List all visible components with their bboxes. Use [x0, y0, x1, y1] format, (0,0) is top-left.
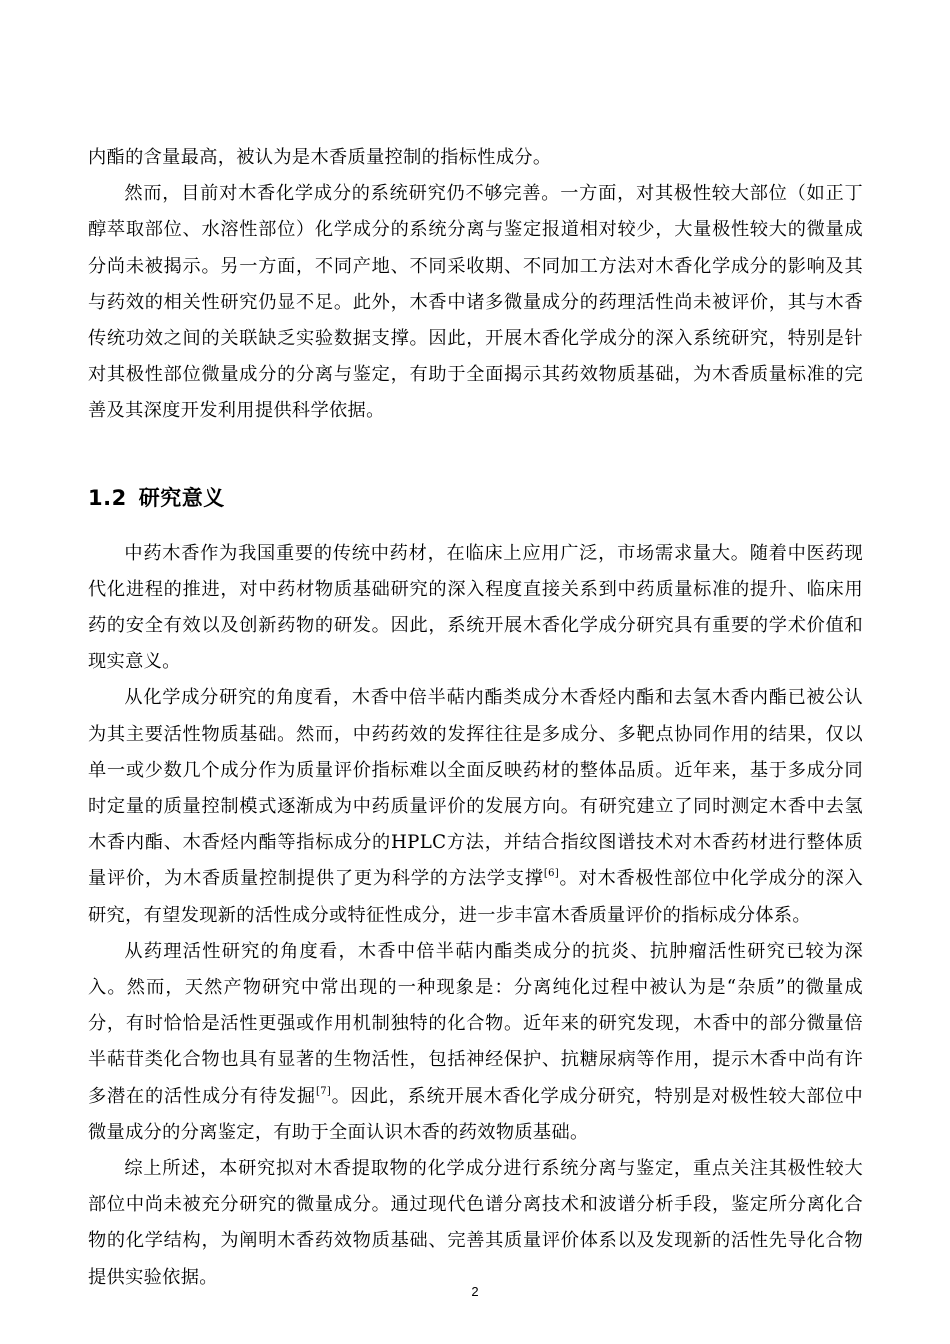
paragraph-text: 。对木香极性部位中化学成分的深入研究，有望发现新的活性成分或特征性成分，进一步丰富木香质量评价的指标成分体系。: [88, 868, 864, 926]
paragraph-text: 从化学成分研究的角度看，木香中倍半萜内酯类成分木香烃内酯和去氢木香内酯已被公认为其主要活性物质基础。然而，中药药效的发挥往往是多成分、多靶点协同作用的结果，仅以单一或少数几个成分作为质量评价指标难以全面反映药材的整体品质。近年来，基于多成分同时定量的质量控制模式逐渐成为中药质量评价的发展方向。有研究建立了同时测定木香中去氢木香内酯、木香烃内酯等指标成分的HPLC方法，并结合指纹图谱技术对木香药材进行整体质量评价，为木香质量控制提供了更为科学的方法学支撑: [88, 687, 863, 890]
section-title: 研究意义: [138, 485, 225, 510]
citation-reference: [6]: [543, 868, 560, 880]
paragraph-significance-intro: 中药木香作为我国重要的传统中药材，在临床上应用广泛，市场需求量大。随着中医药现代化进程的推进，对中药材物质基础研究的深入程度直接关系到中药质量标准的提升、临床用药的安全有效以及创新药物的研发。因此，系统开展木香化学成分研究具有重要的学术价值和现实意义。: [88, 542, 863, 673]
paragraph-research-gap: 然而，目前对木香化学成分的系统研究仍不够完善。一方面，对其极性较大部位（如正丁醇萃取部位、水溶性部位）化学成分的系统分离与鉴定报道相对较少，大量极性较大的微量成分尚未被揭示。另一方面，不同产地、不同采收期、不同加工方法对木香化学成分的影响及其与药效的相关性研究仍显不足。此外，木香中诸多微量成分的药理活性尚未被评价，其与木香传统功效之间的关联缺乏实验数据支撑。因此，开展木香化学成分的深入系统研究，特别是针对其极性部位微量成分的分离与鉴定，有助于全面揭示其药效物质基础，为木香质量标准的完善及其深度开发利用提供科学依据。: [88, 183, 863, 422]
paragraph-chemical-perspective: [88, 680, 863, 933]
paragraph-text: 从药理活性研究的角度看，木香中倍半萜内酯类成分的抗炎、抗肿瘤活性研究已较为深入。然而，天然产物研究中常出现的一种现象是：分离纯化过程中被认为是“杂质”的微量成分，有时恰恰是活性更强或作用机制独特的化合物。近年来的研究发现，木香中的部分微量倍半萜苷类化合物也具有显著的生物活性，包括神经保护、抗糖尿病等作用，提示木香中尚有许多潜在的活性成分有待发掘: [88, 940, 863, 1107]
citation-reference: [7]: [315, 1085, 332, 1097]
paragraph-summary: 综上所述，本研究拟对木香提取物的化学成分进行系统分离与鉴定，重点关注其极性较大部位中尚未被充分研究的微量成分。通过现代色谱分离技术和波谱分析手段，鉴定所分离化合物的化学结构，为阐明木香药效物质基础、完善其质量评价体系以及发现新的活性先导化合物提供实验依据。: [88, 1158, 863, 1288]
paragraph-continued: 内酯的含量最高，被认为是木香质量控制的指标性成分。: [88, 147, 552, 168]
paper-page-body: [88, 140, 863, 1296]
section-heading: [88, 480, 863, 516]
page-number: 2: [471, 1284, 479, 1299]
section-number: 1.2: [88, 485, 127, 510]
paragraph-text: 。因此，系统开展木香化学成分研究，特别是对极性较大部位中微量成分的分离鉴定，有助于全面认识木香的药效物质基础。: [88, 1085, 863, 1143]
paragraph-pharmacology-perspective: [88, 934, 863, 1151]
